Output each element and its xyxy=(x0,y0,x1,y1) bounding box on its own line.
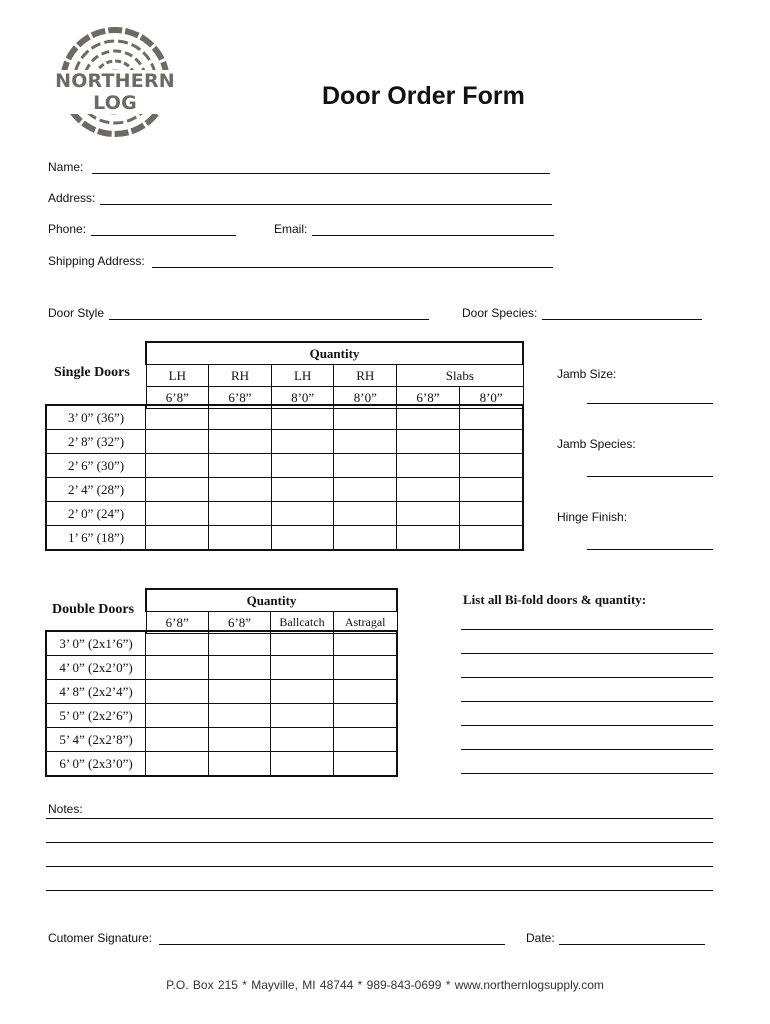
jamb-size-label: Jamb Size: xyxy=(557,367,617,381)
single-door-quantity-cell[interactable] xyxy=(334,526,397,551)
double-col-height: 6’8” xyxy=(146,612,208,634)
single-door-quantity-cell[interactable] xyxy=(334,430,397,454)
phone-field[interactable] xyxy=(91,235,236,236)
bifold-line[interactable] xyxy=(461,677,713,678)
double-door-size-label: 5’ 4” (2x2’8”) xyxy=(46,728,146,752)
phone-label: Phone: xyxy=(48,222,87,236)
single-door-size-label: 1’ 6” (18”) xyxy=(46,526,146,551)
single-door-size-label: 2’ 8” (32”) xyxy=(46,430,146,454)
single-door-quantity-cell[interactable] xyxy=(208,454,271,478)
single-door-quantity-cell[interactable] xyxy=(334,502,397,526)
single-door-quantity-cell[interactable] xyxy=(208,526,271,551)
single-door-quantity-cell[interactable] xyxy=(397,478,460,502)
single-door-quantity-cell[interactable] xyxy=(334,454,397,478)
single-door-quantity-cell[interactable] xyxy=(146,478,209,502)
notes-line[interactable] xyxy=(46,842,713,843)
double-door-row xyxy=(46,656,397,680)
double-door-quantity-cell[interactable] xyxy=(271,728,334,752)
double-door-quantity-cell[interactable] xyxy=(333,728,397,752)
single-door-row xyxy=(46,502,523,526)
bifold-line[interactable] xyxy=(461,773,713,774)
single-door-quantity-cell[interactable] xyxy=(271,454,334,478)
name-label: Name: xyxy=(48,160,84,174)
col-group-rh: RH xyxy=(209,365,272,387)
double-door-size-label: 4’ 8” (2x2’4”) xyxy=(46,680,146,704)
single-doors-table xyxy=(45,404,524,551)
ballcatch-col: Ballcatch xyxy=(271,612,334,634)
double-door-quantity-cell[interactable] xyxy=(208,728,271,752)
double-door-quantity-cell[interactable] xyxy=(271,656,334,680)
email-label: Email: xyxy=(274,222,308,236)
northern-log-logo xyxy=(40,26,190,138)
double-door-quantity-cell[interactable] xyxy=(333,680,397,704)
double-door-quantity-cell[interactable] xyxy=(271,631,334,656)
double-door-quantity-cell[interactable] xyxy=(271,680,334,704)
col-height: 8’0” xyxy=(334,387,397,409)
single-door-row xyxy=(46,478,523,502)
col-height: 6’8” xyxy=(397,387,460,409)
single-door-size-label: 2’ 0” (24”) xyxy=(46,502,146,526)
single-door-size-label: 3’ 0” (36”) xyxy=(46,405,146,430)
double-door-size-label: 6’ 0” (2x3’0”) xyxy=(46,752,146,777)
double-door-quantity-cell[interactable] xyxy=(146,704,209,728)
col-group-rh: RH xyxy=(334,365,397,387)
single-door-quantity-cell[interactable] xyxy=(146,405,209,430)
single-door-size-label: 2’ 6” (30”) xyxy=(46,454,146,478)
double-door-quantity-cell[interactable] xyxy=(333,704,397,728)
single-door-quantity-cell[interactable] xyxy=(208,478,271,502)
double-door-row xyxy=(46,704,397,728)
single-door-quantity-cell[interactable] xyxy=(208,430,271,454)
col-height: 6’8” xyxy=(209,387,272,409)
shipping-address-label: Shipping Address: xyxy=(48,254,145,268)
single-door-quantity-cell[interactable] xyxy=(397,526,460,551)
notes-line[interactable] xyxy=(46,866,713,867)
double-door-quantity-cell[interactable] xyxy=(146,656,209,680)
double-door-quantity-cell[interactable] xyxy=(333,656,397,680)
signature-label: Cutomer Signature: xyxy=(48,931,153,945)
door-style-field[interactable] xyxy=(109,319,429,320)
single-door-quantity-cell[interactable] xyxy=(397,502,460,526)
double-door-row xyxy=(46,631,397,656)
notes-label: Notes: xyxy=(48,802,83,816)
single-door-row xyxy=(46,405,523,430)
name-field[interactable] xyxy=(92,173,550,174)
single-door-quantity-cell[interactable] xyxy=(208,405,271,430)
jamb-species-label: Jamb Species: xyxy=(557,437,636,451)
single-door-quantity-cell[interactable] xyxy=(459,454,523,478)
notes-line[interactable] xyxy=(46,890,713,891)
bifold-line[interactable] xyxy=(461,701,713,702)
single-door-quantity-cell[interactable] xyxy=(397,454,460,478)
col-group-lh: LH xyxy=(271,365,334,387)
single-door-quantity-cell[interactable] xyxy=(146,454,209,478)
double-doors-table xyxy=(45,630,398,777)
bifold-line[interactable] xyxy=(461,629,713,630)
double-door-quantity-cell[interactable] xyxy=(208,704,271,728)
door-species-field[interactable] xyxy=(542,319,702,320)
single-door-quantity-cell[interactable] xyxy=(334,478,397,502)
footer-contact: P.O. Box 215 * Mayville, MI 48744 * 989-843-0699 * www.northernlogsupply.com xyxy=(166,978,604,992)
single-door-quantity-cell[interactable] xyxy=(271,478,334,502)
double-door-quantity-cell[interactable] xyxy=(146,752,209,777)
page-title: Door Order Form xyxy=(322,82,525,110)
col-height: 8’0” xyxy=(459,387,523,409)
single-door-quantity-cell[interactable] xyxy=(334,405,397,430)
single-door-quantity-cell[interactable] xyxy=(459,478,523,502)
single-door-row xyxy=(46,526,523,551)
double-door-quantity-cell[interactable] xyxy=(333,752,397,777)
door-style-label: Door Style xyxy=(48,306,105,320)
date-field[interactable] xyxy=(559,944,705,945)
single-door-quantity-cell[interactable] xyxy=(271,405,334,430)
double-door-quantity-cell[interactable] xyxy=(271,752,334,777)
double-doors-label: Double Doors xyxy=(52,602,135,617)
double-door-quantity-cell[interactable] xyxy=(146,680,209,704)
address-field[interactable] xyxy=(100,204,552,205)
single-door-quantity-cell[interactable] xyxy=(208,502,271,526)
col-height: 6’8” xyxy=(146,387,209,409)
double-door-quantity-cell[interactable] xyxy=(208,656,271,680)
single-door-quantity-cell[interactable] xyxy=(397,430,460,454)
bifold-line[interactable] xyxy=(461,653,713,654)
hinge-finish-field[interactable] xyxy=(587,549,713,550)
shipping-address-field[interactable] xyxy=(152,267,553,268)
bifold-line[interactable] xyxy=(461,725,713,726)
hinge-finish-label: Hinge Finish: xyxy=(557,510,628,524)
single-door-quantity-cell[interactable] xyxy=(397,405,460,430)
single-door-quantity-cell[interactable] xyxy=(459,502,523,526)
email-field[interactable] xyxy=(312,235,554,236)
single-door-quantity-cell[interactable] xyxy=(271,502,334,526)
double-door-quantity-cell[interactable] xyxy=(146,631,209,656)
col-group-lh: LH xyxy=(146,365,209,387)
double-quantity-header: Quantity xyxy=(146,589,397,612)
single-door-quantity-cell[interactable] xyxy=(271,430,334,454)
double-door-quantity-cell[interactable] xyxy=(208,752,271,777)
double-col-height: 6’8” xyxy=(208,612,270,634)
notes-line[interactable] xyxy=(46,818,713,819)
single-door-row xyxy=(46,454,523,478)
double-door-size-label: 4’ 0” (2x2’0”) xyxy=(46,656,146,680)
double-door-row xyxy=(46,752,397,777)
signature-field[interactable] xyxy=(159,944,505,945)
single-doors-header xyxy=(145,341,524,409)
double-door-quantity-cell[interactable] xyxy=(271,704,334,728)
single-door-quantity-cell[interactable] xyxy=(271,526,334,551)
jamb-species-field[interactable] xyxy=(587,476,713,477)
single-door-quantity-cell[interactable] xyxy=(459,526,523,551)
single-quantity-header: Quantity xyxy=(146,342,523,365)
single-door-quantity-cell[interactable] xyxy=(459,405,523,430)
single-door-row xyxy=(46,430,523,454)
bifold-line[interactable] xyxy=(461,749,713,750)
double-door-row xyxy=(46,728,397,752)
single-door-quantity-cell[interactable] xyxy=(459,430,523,454)
double-door-quantity-cell[interactable] xyxy=(208,680,271,704)
col-height: 8’0” xyxy=(271,387,334,409)
double-door-quantity-cell[interactable] xyxy=(208,631,271,656)
single-door-quantity-cell[interactable] xyxy=(146,430,209,454)
double-door-size-label: 3’ 0” (2x1’6”) xyxy=(46,631,146,656)
single-door-size-label: 2’ 4” (28”) xyxy=(46,478,146,502)
double-door-row xyxy=(46,680,397,704)
col-group-slabs: Slabs xyxy=(397,365,523,387)
single-door-quantity-cell[interactable] xyxy=(146,526,209,551)
double-doors-header xyxy=(145,588,398,634)
date-label: Date: xyxy=(526,931,555,945)
bifold-label: List all Bi-fold doors & quantity: xyxy=(463,592,647,607)
single-door-quantity-cell[interactable] xyxy=(146,502,209,526)
jamb-size-field[interactable] xyxy=(587,403,713,404)
door-species-label: Door Species: xyxy=(462,306,538,320)
double-door-quantity-cell[interactable] xyxy=(146,728,209,752)
double-door-size-label: 5’ 0” (2x2’6”) xyxy=(46,704,146,728)
astragal-col: Astragal xyxy=(333,612,397,634)
address-label: Address: xyxy=(48,191,96,205)
logo-wordmark: NORTHERN LOG xyxy=(44,70,186,114)
single-doors-label: Single Doors xyxy=(54,365,130,380)
double-door-quantity-cell[interactable] xyxy=(333,631,397,656)
